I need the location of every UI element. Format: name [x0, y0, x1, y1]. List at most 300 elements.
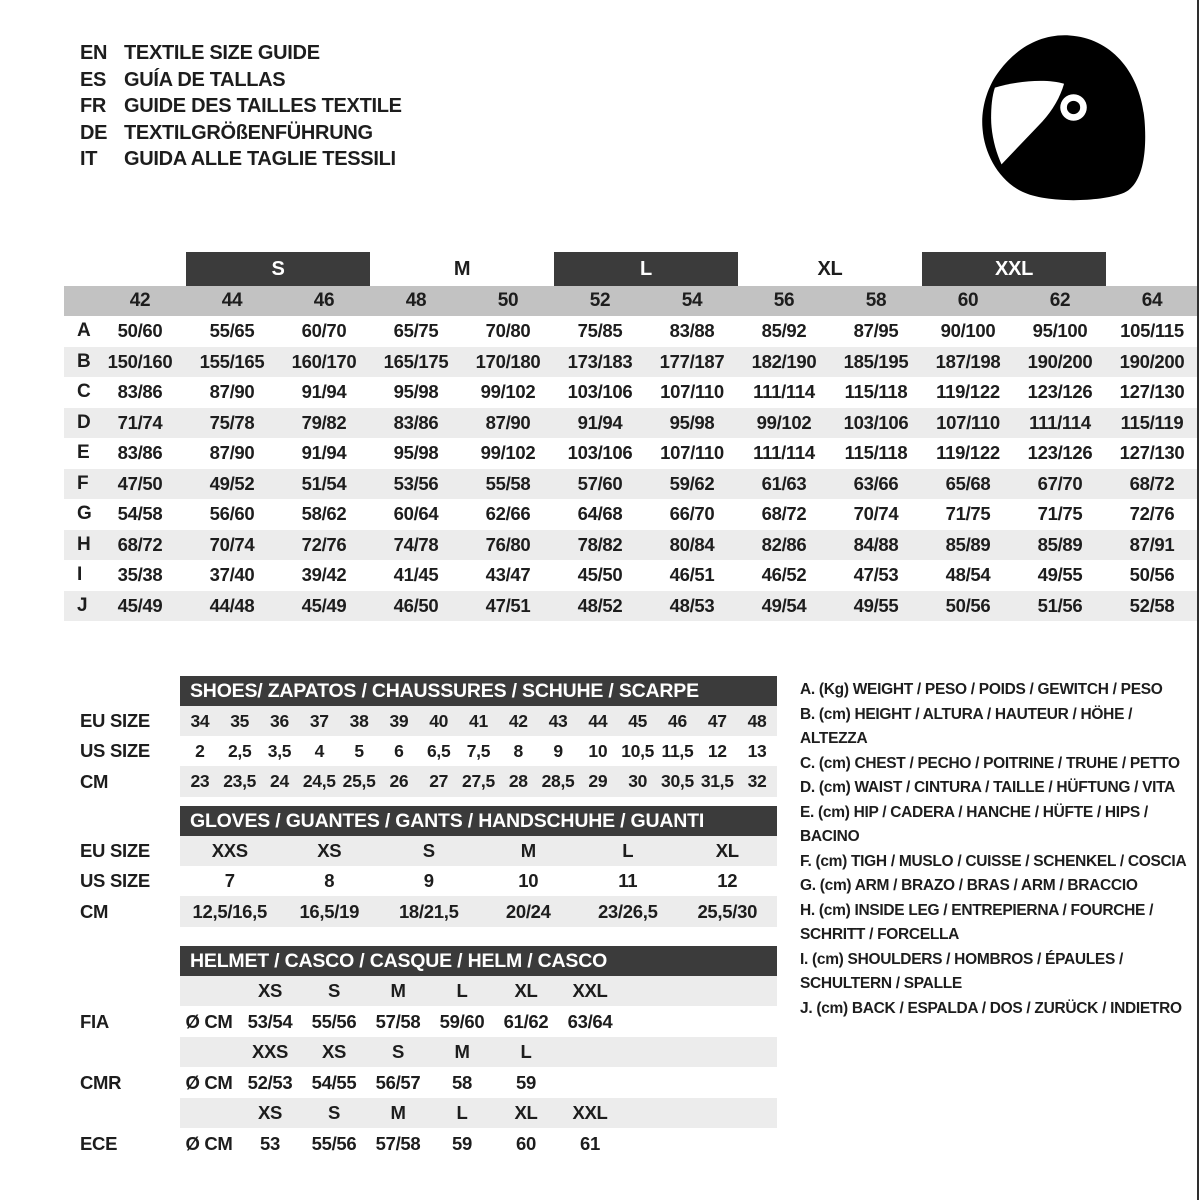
size-value: 49/52: [209, 472, 255, 494]
legend-item-B: B. (cm) HEIGHT / ALTURA / HAUTEUR / HÖHE / ALTEZZA: [800, 705, 1133, 747]
shoes-value: 23: [190, 771, 210, 791]
helmet-size-value: 59: [452, 1133, 472, 1154]
shoes-value: 5: [354, 741, 364, 761]
helmet-size-value: 57/58: [375, 1011, 421, 1032]
language-row-IT: [80, 146, 402, 173]
helmet-sizes-row-fia: [80, 976, 777, 1006]
size-group-M: M: [453, 258, 471, 280]
size-table-row-H: [64, 530, 1198, 561]
size-value: 63/66: [853, 472, 899, 494]
size-value: 85/89: [945, 533, 991, 555]
row-letter: C: [77, 381, 91, 403]
size-value: 115/119: [1120, 411, 1184, 433]
shoes-value: 46: [668, 711, 687, 731]
size-value: 58/62: [301, 503, 347, 525]
gloves-value: 9: [423, 870, 434, 891]
size-column-64: 64: [1141, 290, 1163, 311]
gloves-table: [80, 806, 777, 927]
helmet-size-label: XXS: [251, 1041, 289, 1062]
helmet-row-label-empty: [80, 976, 180, 1006]
size-number-row: [64, 286, 1198, 316]
helmet-size-value: 58: [452, 1072, 472, 1093]
gloves-value: 16,5/19: [299, 901, 360, 922]
size-value: 50/56: [945, 594, 991, 616]
size-value: 49/55: [1037, 564, 1083, 586]
shoes-value: 38: [349, 711, 369, 731]
shoes-value: 6,5: [426, 741, 451, 761]
size-value: 95/98: [393, 442, 439, 464]
size-value: 95/98: [393, 381, 439, 403]
helmet-standard-label: CMR: [80, 1072, 122, 1093]
legend-item-E: E. (cm) HIP / CADERA / HANCHE / HÜFTE / HIPS / BACINO: [800, 803, 1148, 845]
page-edge-line: [1197, 0, 1199, 1200]
size-value: 55/58: [485, 472, 531, 494]
size-value: 60/70: [301, 320, 347, 342]
gloves-value: XS: [317, 840, 342, 861]
helmet-table: [80, 946, 777, 1159]
helmet-unit-empty: [180, 976, 238, 1006]
size-value: 60/64: [393, 503, 439, 525]
gloves-table-body: [80, 836, 777, 927]
helmet-size-label: [558, 1037, 622, 1067]
size-table-row-C: [64, 377, 1198, 408]
size-value: 55/65: [209, 320, 255, 342]
language-title: GUIDE DES TAILLES TEXTILE: [124, 95, 402, 117]
helmet-sizes-row-cmr: [80, 1037, 777, 1067]
size-table-row-A: [64, 316, 1198, 347]
size-value: 170/180: [475, 350, 541, 372]
size-value: 95/98: [669, 411, 715, 433]
shoes-value: 30,5: [661, 771, 694, 791]
size-value: 87/90: [209, 442, 255, 464]
helmet-size-value: 52/53: [247, 1072, 293, 1093]
size-value: 70/80: [485, 320, 531, 342]
language-code: FR: [80, 95, 107, 117]
size-value: 43/47: [485, 564, 531, 586]
size-value: 185/195: [843, 350, 909, 372]
helmet-standard-values: [180, 1128, 777, 1159]
row-letter: G: [77, 503, 92, 525]
size-value: 53/56: [393, 472, 439, 494]
size-value: 78/82: [577, 533, 623, 555]
size-group-L: L: [554, 252, 738, 286]
size-column-60: 60: [957, 290, 979, 311]
helmet-unit-empty: [180, 1037, 238, 1067]
helmet-size-value: 55/56: [311, 1133, 357, 1154]
gloves-value: 12: [717, 870, 738, 891]
size-group-row: [64, 252, 1198, 286]
size-value: 46/50: [393, 594, 439, 616]
size-value: 83/88: [669, 320, 715, 342]
size-value: 105/115: [1120, 320, 1184, 342]
shoes-value: 48: [747, 711, 767, 731]
helmet-size-label: XS: [321, 1041, 347, 1062]
language-title: GUÍA DE TALLAS: [124, 68, 286, 91]
size-table-row-B: [64, 347, 1198, 378]
helmet-size-value: [558, 1067, 622, 1098]
size-value: 111/114: [1029, 411, 1091, 433]
shoes-value: 2,5: [227, 741, 252, 761]
shoes-value: 27: [429, 771, 449, 791]
size-value: 165/175: [383, 350, 449, 372]
size-value: 74/78: [393, 533, 439, 555]
size-group-S: S: [186, 252, 370, 286]
size-value: 75/85: [577, 320, 623, 342]
shoes-value: 11,5: [661, 741, 694, 761]
size-value: 39/42: [301, 564, 347, 586]
helmet-size-label: S: [391, 1041, 405, 1062]
size-value: 50/56: [1129, 564, 1175, 586]
shoes-value: 13: [747, 741, 767, 761]
size-table-row-J: [64, 591, 1198, 622]
size-value: 155/165: [199, 350, 265, 372]
size-value: 119/122: [936, 442, 1000, 464]
size-value: 51/56: [1037, 594, 1083, 616]
size-table-row-F: [64, 469, 1198, 500]
size-value: 80/84: [669, 533, 715, 555]
helmet-standard-values: [180, 1006, 777, 1037]
gloves-value: L: [622, 840, 634, 861]
size-value: 107/110: [936, 411, 1000, 433]
shoes-row-label: US SIZE: [80, 740, 150, 761]
shoes-value: 47: [707, 711, 727, 731]
shoes-value: 3,5: [267, 741, 292, 761]
shoes-row-values: [180, 736, 777, 766]
helmet-row-label-empty: [80, 1098, 180, 1128]
helmet-standard-values: [180, 1067, 777, 1098]
legend-item-A: A. (Kg) WEIGHT / PESO / POIDS / GEWITCH / PESO: [800, 681, 1163, 698]
size-value: 71/75: [945, 503, 991, 525]
size-value: 99/102: [756, 411, 812, 433]
helmet-size-value: 63/64: [567, 1011, 613, 1032]
shoes-value: 31,5: [700, 771, 734, 791]
shoes-value: 12: [707, 741, 727, 761]
helmet-size-label: XXL: [572, 1102, 608, 1123]
row-letter: I: [77, 564, 82, 586]
measurement-legend: [800, 678, 1196, 1021]
language-code: EN: [80, 42, 108, 64]
helmet-size-value: 59: [516, 1072, 536, 1093]
size-value: 56/60: [209, 503, 255, 525]
size-value: 59/62: [669, 472, 715, 494]
gloves-row-values: [180, 896, 777, 927]
gloves-row-us-size: [80, 866, 777, 896]
size-value: 99/102: [480, 381, 536, 403]
shoes-value: 41: [469, 711, 488, 731]
shoes-row-us-size: [80, 736, 777, 766]
size-value: 45/49: [301, 594, 347, 616]
size-value: 103/106: [567, 381, 633, 403]
size-value: 75/78: [209, 411, 255, 433]
shoes-value: 4: [314, 741, 324, 761]
size-value: 87/95: [853, 320, 899, 342]
language-row-FR: [80, 93, 402, 120]
size-group-XXL: XXL: [922, 252, 1106, 286]
size-value: 190/200: [1119, 350, 1185, 372]
shoes-row-values: [180, 766, 777, 797]
row-letter: H: [77, 533, 91, 555]
shoes-value: 25,5: [342, 771, 376, 791]
helmet-size-value: 59/60: [439, 1011, 485, 1032]
helmet-sizes-row-ece: [80, 1098, 777, 1128]
shoes-value: 9: [553, 741, 563, 761]
legend-item-J: J. (cm) BACK / ESPALDA / DOS / ZURÜCK / INDIETRO: [800, 999, 1182, 1017]
size-value: 50/60: [117, 320, 163, 342]
shoes-row-label: EU SIZE: [80, 710, 150, 731]
helmet-sizes-values: [180, 1037, 777, 1067]
shoes-value: 7,5: [466, 741, 491, 761]
row-letter: D: [77, 411, 91, 433]
size-value: 65/68: [945, 472, 991, 494]
size-value: 44/48: [209, 594, 255, 616]
size-value: 71/74: [117, 411, 163, 433]
legend-item-I: I. (cm) SHOULDERS / HOMBROS / ÉPAULES / SCHULTERN / SPALLE: [800, 950, 1124, 992]
shoes-value: 32: [747, 771, 767, 791]
shoes-value: 35: [230, 711, 250, 731]
size-value: 46/51: [669, 564, 715, 586]
gloves-value: XXS: [211, 840, 248, 861]
language-title: GUIDA ALLE TAGLIE TESSILI: [124, 148, 396, 170]
helmet-size-value: 57/58: [375, 1133, 421, 1154]
size-value: 76/80: [485, 533, 531, 555]
helmet-size-value: 54/55: [311, 1072, 357, 1093]
shoes-table-body: [80, 706, 777, 797]
size-value: 37/40: [209, 564, 255, 586]
shoes-value: 2: [195, 741, 205, 761]
shoes-value: 10,5: [621, 741, 655, 761]
shoes-value: 23,5: [223, 771, 257, 791]
helmet-size-label: XL: [514, 1102, 538, 1123]
size-value: 187/198: [935, 350, 1001, 372]
helmet-unit-label: Ø CM: [185, 1133, 233, 1154]
language-title: TEXTILE SIZE GUIDE: [124, 42, 320, 64]
helmet-size-label: XS: [257, 980, 283, 1001]
helmet-size-label: M: [390, 980, 406, 1001]
size-value: 119/122: [936, 381, 1000, 403]
size-value: 71/75: [1037, 503, 1083, 525]
size-column-52: 52: [589, 290, 611, 311]
size-value: 45/49: [117, 594, 163, 616]
size-column-42: 42: [129, 290, 151, 311]
size-value: 70/74: [209, 533, 255, 555]
gloves-row-eu-size: [80, 836, 777, 866]
size-column-56: 56: [773, 290, 795, 311]
size-table-row-D: [64, 408, 1198, 439]
filler: [622, 1006, 777, 1037]
size-value: 127/130: [1119, 381, 1185, 403]
size-column-62: 62: [1049, 290, 1071, 311]
legend-item-G: G. (cm) ARM / BRAZO / BRAS / ARM / BRACCIO: [800, 877, 1138, 894]
size-value: 111/114: [753, 381, 815, 403]
language-title-block: [80, 40, 402, 173]
size-value: 127/130: [1119, 442, 1185, 464]
shoes-value: 28,5: [541, 771, 575, 791]
shoes-row-values: [180, 706, 777, 736]
helmet-standard-label: ECE: [80, 1133, 118, 1154]
gloves-row-values: [180, 866, 777, 896]
size-value: 91/94: [301, 442, 347, 464]
size-value: 52/58: [1129, 594, 1175, 616]
size-value: 83/86: [117, 381, 163, 403]
helmet-size-label: S: [327, 980, 341, 1001]
size-value: 173/183: [567, 350, 633, 372]
helmet-table-body: [80, 976, 777, 1159]
size-value: 41/45: [393, 564, 439, 586]
row-letter: B: [77, 350, 91, 372]
size-value: 111/114: [753, 442, 815, 464]
shoes-value: 24,5: [302, 771, 336, 791]
row-letter: E: [77, 442, 90, 464]
shoes-row-cm: [80, 766, 777, 797]
racing-helmet-icon: [975, 30, 1155, 202]
filler: [622, 1067, 777, 1098]
filler: [622, 1128, 777, 1159]
size-value: 47/51: [485, 594, 531, 616]
shoes-table-title: SHOES/ ZAPATOS / CHAUSSURES / SCHUHE / SCARPE: [180, 676, 777, 706]
size-value: 65/75: [393, 320, 439, 342]
size-column-46: 46: [313, 290, 335, 311]
size-value: 103/106: [843, 411, 909, 433]
helmet-size-value: 56/57: [375, 1072, 421, 1093]
shoes-value: 10: [588, 741, 608, 761]
helmet-sizes-values: [180, 1098, 777, 1128]
size-column-54: 54: [681, 290, 703, 311]
filler: [622, 976, 777, 1006]
helmet-size-value: 53: [260, 1133, 280, 1154]
shoes-value: 24: [270, 771, 289, 791]
size-value: 70/74: [853, 503, 899, 525]
size-value: 72/76: [301, 533, 347, 555]
shoes-value: 27,5: [462, 771, 495, 791]
helmet-size-label: M: [390, 1102, 406, 1123]
row-letter: F: [77, 472, 89, 494]
helmet-values-row-ece: [80, 1128, 777, 1159]
shoes-value: 42: [508, 711, 528, 731]
helmet-row-label-empty: [80, 1037, 180, 1067]
helmet-size-value: 55/56: [311, 1011, 357, 1032]
legend-item-D: D. (cm) WAIST / CINTURA / TAILLE / HÜFTUNG / VITA: [800, 779, 1176, 796]
row-letter: J: [77, 594, 88, 616]
shoes-value: 28: [508, 771, 528, 791]
gloves-value: 23/26,5: [597, 901, 658, 922]
size-value: 190/200: [1027, 350, 1093, 372]
gloves-value: 7: [224, 870, 235, 891]
language-row-ES: [80, 67, 402, 94]
size-value: 91/94: [301, 381, 347, 403]
size-value: 61/63: [761, 472, 807, 494]
language-title: TEXTILGRÖßENFÜHRUNG: [124, 121, 373, 144]
size-value: 87/90: [485, 411, 531, 433]
size-column-50: 50: [497, 290, 519, 311]
helmet-size-label: XS: [257, 1102, 283, 1123]
helmet-standard-label: FIA: [80, 1011, 109, 1032]
shoes-table: [80, 676, 777, 797]
size-value: 67/70: [1037, 472, 1083, 494]
size-value: 160/170: [291, 350, 357, 372]
helmet-unit-label: Ø CM: [185, 1011, 233, 1032]
size-value: 51/54: [301, 472, 347, 494]
size-value: 87/91: [1129, 533, 1175, 555]
size-value: 57/60: [577, 472, 623, 494]
language-code: DE: [80, 121, 108, 144]
gloves-value: XL: [715, 840, 739, 861]
size-column-58: 58: [865, 290, 887, 311]
shoes-value: 34: [190, 711, 210, 731]
shoes-value: 44: [588, 711, 608, 731]
helmet-size-value: 53/54: [247, 1011, 293, 1032]
size-value: 103/106: [567, 442, 633, 464]
size-value: 99/102: [480, 442, 536, 464]
gloves-value: 10: [518, 870, 539, 891]
gloves-value: 25,5/30: [697, 901, 758, 922]
helmet-size-label: L: [456, 1102, 468, 1123]
legend-item-F: F. (cm) TIGH / MUSLO / CUISSE / SCHENKEL / COSCIA: [800, 852, 1187, 870]
shoes-value: 8: [513, 741, 523, 761]
textile-size-table: [64, 252, 1198, 621]
size-value: 82/86: [761, 533, 807, 555]
size-value: 68/72: [761, 503, 807, 525]
helmet-size-value: 60: [516, 1133, 536, 1154]
helmet-size-label: L: [456, 980, 468, 1001]
gloves-value: 20/24: [505, 901, 551, 922]
size-value: 68/72: [117, 533, 163, 555]
shoes-row-eu-size: [80, 706, 777, 736]
helmet-table-title: HELMET / CASCO / CASQUE / HELM / CASCO: [180, 946, 777, 976]
size-value: 47/50: [117, 472, 163, 494]
size-table-body: [64, 316, 1198, 621]
helmet-size-label: XL: [514, 980, 538, 1001]
size-value: 46/52: [761, 564, 807, 586]
size-value: 83/86: [393, 411, 439, 433]
shoes-value: 26: [389, 771, 409, 791]
size-value: 123/126: [1027, 381, 1093, 403]
size-column-44: 44: [221, 290, 243, 311]
helmet-size-label: XXL: [572, 980, 608, 1001]
size-table-row-I: [64, 560, 1198, 591]
helmet-unit-empty: [180, 1098, 238, 1128]
size-value: 107/110: [660, 442, 724, 464]
size-table-row-G: [64, 499, 1198, 530]
shoes-value: 30: [628, 771, 648, 791]
shoes-row-label: CM: [80, 771, 109, 792]
size-value: 62/66: [485, 503, 531, 525]
size-value: 115/118: [844, 381, 908, 403]
size-value: 123/126: [1027, 442, 1093, 464]
helmet-size-value: 61/62: [503, 1011, 549, 1032]
gloves-row-values: [180, 836, 777, 866]
language-row-DE: [80, 120, 402, 147]
size-value: 182/190: [751, 350, 817, 372]
size-value: 54/58: [117, 503, 163, 525]
size-value: 49/55: [853, 594, 899, 616]
language-row-EN: [80, 40, 402, 67]
helmet-values-row-cmr: [80, 1067, 777, 1098]
gloves-value: 12,5/16,5: [192, 901, 267, 922]
helmet-size-label: S: [327, 1102, 341, 1123]
size-group-XL: XL: [817, 258, 843, 280]
size-value: 91/94: [577, 411, 623, 433]
gloves-value: 18/21,5: [398, 901, 459, 922]
filler: [622, 1037, 777, 1067]
language-code: IT: [80, 148, 98, 170]
size-value: 87/90: [209, 381, 255, 403]
size-value: 72/76: [1129, 503, 1175, 525]
helmet-unit-label: Ø CM: [185, 1072, 233, 1093]
size-value: 45/50: [577, 564, 623, 586]
size-value: 90/100: [940, 320, 996, 342]
language-code: ES: [80, 68, 107, 91]
helmet-sizes-values: [180, 976, 777, 1006]
